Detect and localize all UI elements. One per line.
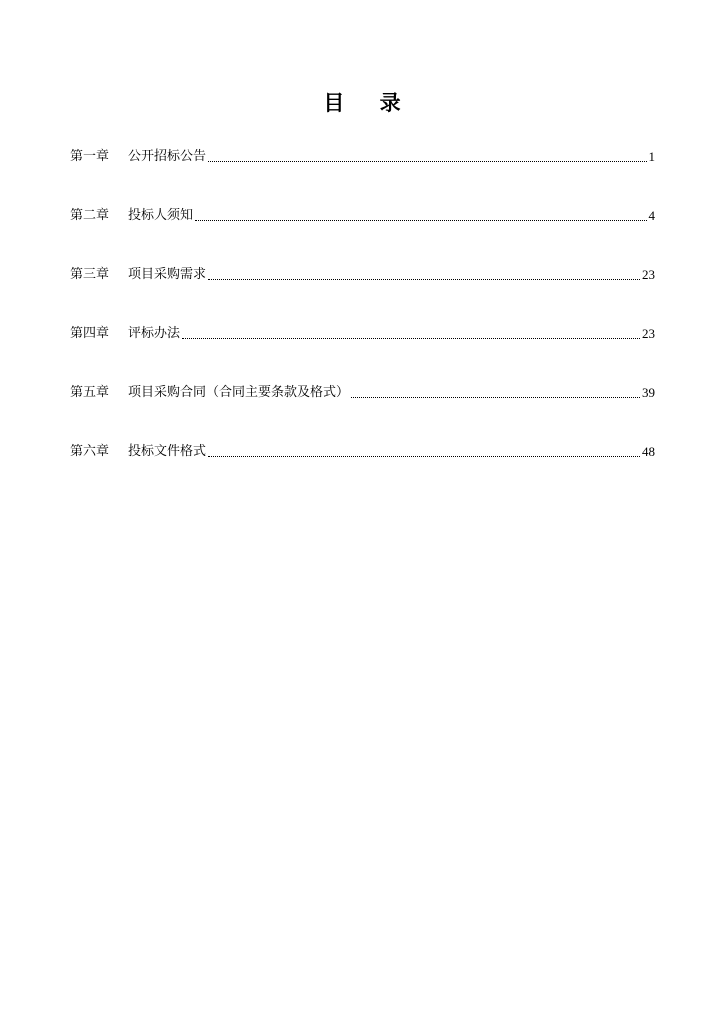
toc-entry-title: 项目采购合同（合同主要条款及格式） — [128, 385, 350, 400]
toc-page-number: 48 — [642, 444, 655, 459]
toc-dot-leader — [182, 338, 640, 339]
toc-entry-chapter-1[interactable] — [70, 146, 655, 166]
toc-entry-title: 公开招标公告 — [128, 149, 207, 164]
toc-page-number: 1 — [648, 149, 655, 164]
toc-title: 目 录 — [323, 90, 415, 115]
toc-entry-title: 项目采购需求 — [128, 267, 207, 282]
toc-chapter-label: 第三章 — [70, 267, 110, 282]
toc-entry-chapter-2[interactable] — [70, 205, 655, 225]
toc-chapter-label: 第四章 — [70, 326, 110, 341]
toc-entry-chapter-4[interactable] — [70, 323, 655, 343]
table-of-contents — [70, 146, 655, 500]
toc-entry-title: 投标文件格式 — [128, 444, 207, 459]
toc-page-number: 4 — [648, 208, 655, 223]
toc-dot-leader — [208, 279, 640, 280]
toc-dot-leader — [208, 161, 646, 162]
toc-entry-chapter-5[interactable] — [70, 382, 655, 402]
toc-chapter-label: 第二章 — [70, 208, 110, 223]
toc-chapter-label: 第五章 — [70, 385, 110, 400]
toc-chapter-label: 第一章 — [70, 149, 110, 164]
toc-page-number: 39 — [642, 385, 655, 400]
toc-page-number: 23 — [642, 326, 655, 341]
toc-chapter-label: 第六章 — [70, 444, 110, 459]
toc-dot-leader — [208, 456, 640, 457]
toc-entry-title: 评标办法 — [128, 326, 181, 341]
toc-entry-chapter-6[interactable] — [70, 441, 655, 461]
toc-entry-title: 投标人须知 — [128, 208, 194, 223]
toc-page-number: 23 — [642, 267, 655, 282]
toc-dot-leader — [351, 397, 640, 398]
toc-dot-leader — [195, 220, 646, 221]
toc-entry-chapter-3[interactable] — [70, 264, 655, 284]
